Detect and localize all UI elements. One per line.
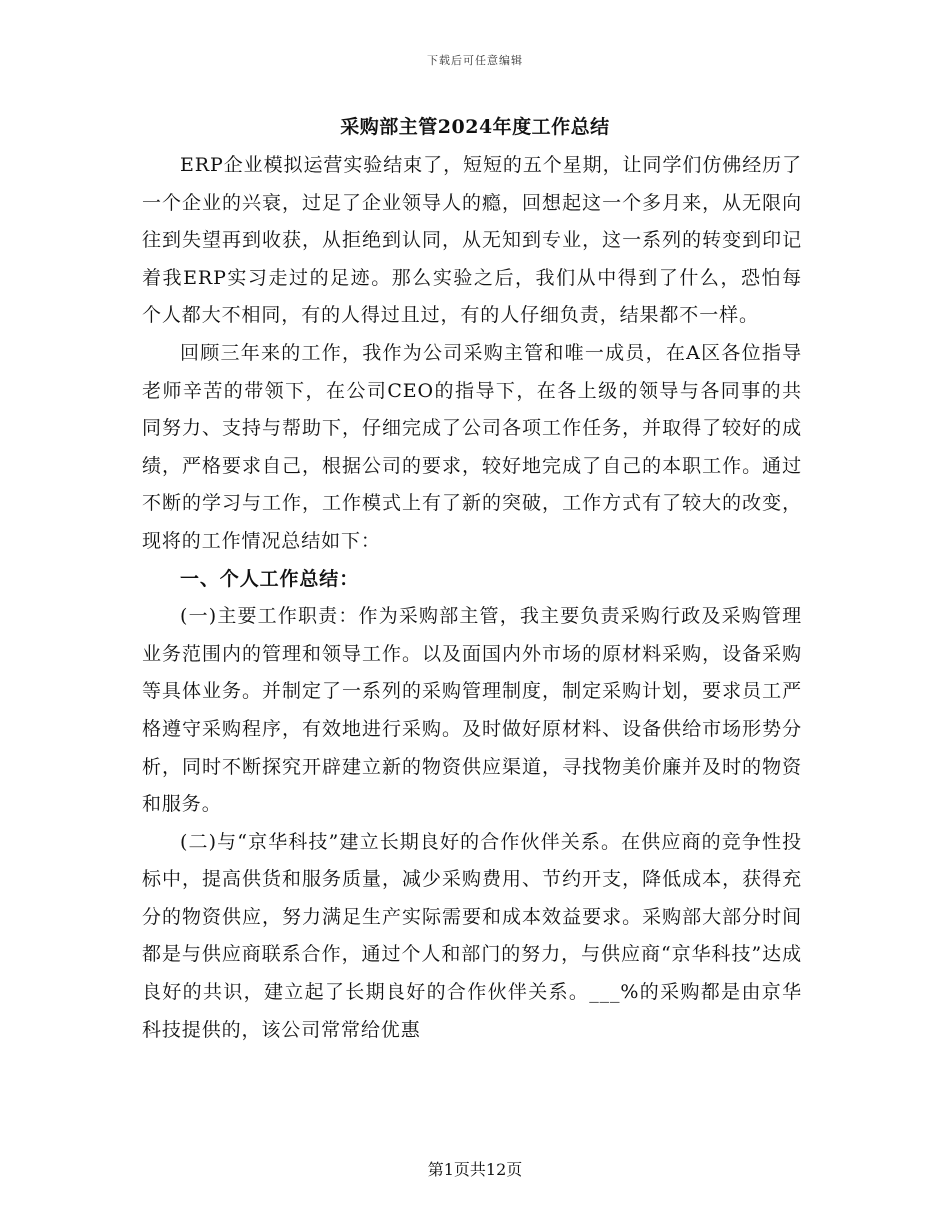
paragraph-review: 回顾三年来的工作，我作为公司采购主管和唯一成员，在A区各位指导老师辛苦的带领下，在公司CEO的指导下，在各上级的领导与各同事的共同努力、支持与帮助下，仔细完成了公司各项工作任务，并取得了较好的成绩，严格要求自己，根据公司的要求，较好地完成了自己的本职工作。通过不断的学习与工作，工作模式上有了新的突破，工作方式有了较大的改变，现将的工作情况总结如下： (142, 341, 802, 552)
section-heading-personal-summary: 一、个人工作总结： (180, 567, 360, 590)
paragraph-supplier-partnership: (二)与“京华科技”建立长期良好的合作伙伴关系。在供应商的竞争性投标中，提高供货和服务质量，减少采购费用、节约开支，降低成本，获得充分的物资供应，努力满足生产实际需要和成本效益要求。采购部大部分时间都是与供应商联系合作，通过个人和部门的努力，与供应商“京华科技”达成良好的共识，建立起了长期良好的合作伙伴关系。___%的采购都是由京华科技提供的，该公司常常给优惠 (142, 830, 802, 1041)
page-footer-indicator: 第1页共12页 (427, 1160, 523, 1179)
document-body (142, 147, 802, 1049)
paragraph-main-duties: (一)主要工作职责：作为采购部主管，我主要负责采购行政及采购管理业务范围内的管理和领导工作。以及面国内外市场的原材料采购，设备采购等具体业务。并制定了一系列的采购管理制度，制定采购计划，要求员工严格遵守采购程序，有效地进行采购。及时做好原材料、设备供给市场形势分析，同时不断探究开辟建立新的物资供应渠道，寻找物美价廉并及时的物资和服务。 (142, 605, 802, 816)
document-title: 采购部主管2024年度工作总结 (340, 116, 610, 138)
paragraph-intro: ERP企业模拟运营实验结束了，短短的五个星期，让同学们仿佛经历了一个企业的兴衰，过足了企业领导人的瘾，回想起这一个多月来，从无限向往到失望再到收获，从拒绝到认同，从无知到专业，这一系列的转变到印记着我ERP实习走过的足迹。那么实验之后，我们从中得到了什么，恐怕每个人都大不相同，有的人得过且过，有的人仔细负责，结果都不一样。 (142, 154, 802, 327)
page-header-note: 下载后可任意编辑 (427, 54, 523, 67)
